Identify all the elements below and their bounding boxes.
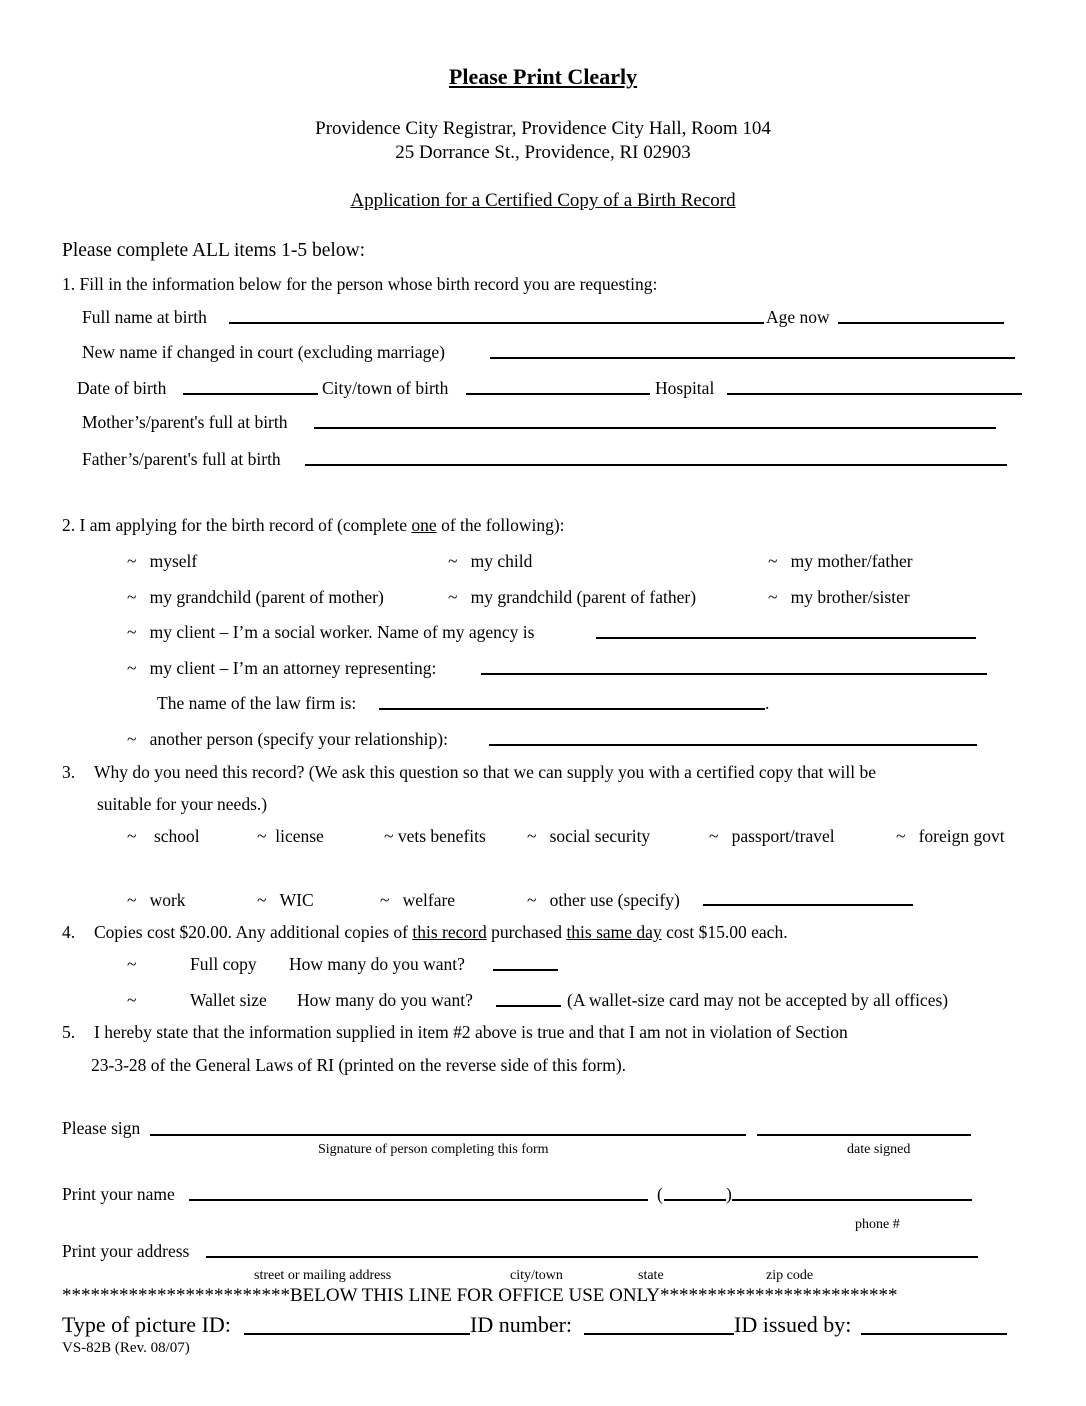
phone-paren-open: ( <box>657 1184 663 1204</box>
checkbox-tilde-icon[interactable]: ~ <box>127 551 137 571</box>
wallet-size-checkbox[interactable]: ~ <box>127 990 137 1010</box>
checkbox-tilde-icon[interactable]: ~ <box>127 658 137 678</box>
registrar-address-line1: Providence City Registrar, Providence City Hall, Room 104 <box>315 118 771 139</box>
print-name-field[interactable] <box>189 1199 648 1201</box>
new-name-field[interactable] <box>490 357 1015 359</box>
relationship-field[interactable] <box>489 744 977 746</box>
option-label: my client – I’m a social worker. Name of my agency is <box>149 622 535 642</box>
reason-label: passport/travel <box>731 826 835 846</box>
option-label: my grandchild (parent of father) <box>470 587 697 607</box>
full-copy-checkbox[interactable]: ~ <box>127 954 137 974</box>
mother-name-label: Mother’s/parent's full at birth <box>82 412 288 432</box>
checkbox-tilde-icon[interactable]: ~ <box>527 826 537 846</box>
section1-heading: 1. Fill in the information below for the person whose birth record you are requesting: <box>62 274 658 294</box>
phone-number-field[interactable] <box>732 1199 972 1201</box>
checkbox-tilde-icon[interactable]: ~ <box>384 826 394 846</box>
father-name-label: Father’s/parent's full at birth <box>82 449 281 469</box>
id-issued-by-field[interactable] <box>861 1333 1007 1335</box>
reason-label: license <box>275 826 324 846</box>
reason-label: WIC <box>279 890 314 910</box>
office-use-banner: ************************BELOW THIS LINE FOR OFFICE USE ONLY************************* <box>62 1285 898 1306</box>
option-myself[interactable] <box>127 551 197 571</box>
address-caption-city: city/town <box>510 1268 563 1283</box>
reason-school[interactable] <box>127 826 200 846</box>
reason-label: other use (specify) <box>549 890 680 910</box>
print-name-label: Print your name <box>62 1184 175 1204</box>
new-name-label: New name if changed in court (excluding marriage) <box>82 342 445 362</box>
picture-id-label: Type of picture ID: <box>62 1312 231 1337</box>
reason-label: work <box>149 890 186 910</box>
cost-text: purchased <box>486 922 567 942</box>
option-label: my child <box>470 551 533 571</box>
option-grandchild-mother[interactable] <box>127 587 384 607</box>
reason-label: vets benefits <box>397 826 486 846</box>
checkbox-tilde-icon[interactable]: ~ <box>257 826 267 846</box>
cost-text: Copies cost $20.00. Any additional copies of <box>94 922 413 942</box>
city-of-birth-label: City/town of birth <box>322 378 449 398</box>
form-title <box>0 190 1086 212</box>
attestation-line1: I hereby state that the information supplied in item #2 above is true and that I am not in violation of Section <box>94 1022 848 1042</box>
section3-question-cont: suitable for your needs.) <box>97 794 268 814</box>
agency-name-field[interactable] <box>596 637 976 639</box>
option-label: my mother/father <box>790 551 913 571</box>
cost-text: cost $15.00 each. <box>661 922 788 942</box>
section5-number: 5. <box>62 1022 76 1042</box>
checkbox-tilde-icon[interactable]: ~ <box>896 826 906 846</box>
checkbox-tilde-icon[interactable]: ~ <box>127 826 137 846</box>
option-my-child[interactable] <box>448 551 532 571</box>
wallet-how-many: How many do you want? <box>297 990 473 1010</box>
instructions: Please complete ALL items 1-5 below: <box>62 240 366 261</box>
hospital-field[interactable] <box>727 393 1022 395</box>
mother-name-field[interactable] <box>314 427 996 429</box>
phone-caption: phone # <box>855 1217 900 1232</box>
law-firm-label: The name of the law firm is: <box>157 693 357 713</box>
picture-id-field[interactable] <box>244 1333 470 1335</box>
cost-emphasis: this record <box>412 922 487 942</box>
wallet-quantity-field[interactable] <box>496 1005 561 1007</box>
cost-emphasis: this same day <box>566 922 662 942</box>
option-label: my brother/sister <box>790 587 910 607</box>
dob-label: Date of birth <box>77 378 167 398</box>
father-name-field[interactable] <box>305 464 1007 466</box>
heading-text: of the following): <box>436 515 565 535</box>
heading-text: 2. I am applying for the birth record of (complete <box>62 515 412 535</box>
reason-license[interactable] <box>257 826 324 846</box>
section2-heading <box>62 515 565 535</box>
checkbox-tilde-icon[interactable]: ~ <box>380 890 390 910</box>
date-signed-caption: date signed <box>847 1142 911 1157</box>
option-label: myself <box>149 551 198 571</box>
reason-social-security[interactable] <box>527 826 650 846</box>
city-of-birth-field[interactable] <box>466 393 650 395</box>
checkbox-tilde-icon[interactable]: ~ <box>448 587 458 607</box>
reason-wic[interactable] <box>257 890 314 910</box>
option-social-worker[interactable] <box>127 622 534 642</box>
wallet-size-label: Wallet size <box>190 990 267 1010</box>
phone-area-code-field[interactable] <box>664 1199 726 1201</box>
reason-label: welfare <box>402 890 456 910</box>
other-use-field[interactable] <box>703 904 913 906</box>
age-field[interactable] <box>838 322 1004 324</box>
checkbox-tilde-icon[interactable]: ~ <box>127 622 137 642</box>
reason-label: school <box>153 826 200 846</box>
option-label: my grandchild (parent of mother) <box>149 587 384 607</box>
reason-other-use[interactable] <box>527 890 680 910</box>
reason-welfare[interactable] <box>380 890 455 910</box>
full-copy-quantity-field[interactable] <box>493 969 558 971</box>
option-another-person[interactable] <box>127 729 448 749</box>
reason-foreign-govt[interactable] <box>896 826 1005 846</box>
reason-vets-benefits[interactable] <box>384 826 486 846</box>
law-firm-field[interactable] <box>379 708 765 710</box>
checkbox-tilde-icon[interactable]: ~ <box>768 551 778 571</box>
print-address-label: Print your address <box>62 1241 190 1261</box>
checkbox-tilde-icon[interactable]: ~ <box>448 551 458 571</box>
checkbox-tilde-icon[interactable]: ~ <box>527 890 537 910</box>
wallet-note: (A wallet-size card may not be accepted by all offices) <box>567 990 949 1010</box>
phone-paren-close: ) <box>726 1184 732 1204</box>
section3-question: Why do you need this record? (We ask this question so that we can supply you with a certified copy that will be <box>94 762 877 782</box>
checkbox-tilde-icon[interactable]: ~ <box>709 826 719 846</box>
attorney-representing-field[interactable] <box>481 673 987 675</box>
full-copy-label: Full copy <box>190 954 257 974</box>
form-title-text: Application for a Certified Copy of a Birth Record <box>350 190 736 211</box>
checkbox-tilde-icon[interactable]: ~ <box>127 587 137 607</box>
id-number-field[interactable] <box>584 1333 734 1335</box>
title-text: Please Print Clearly <box>448 64 638 89</box>
full-name-field[interactable] <box>229 322 764 324</box>
signature-caption: Signature of person completing this form <box>318 1142 549 1157</box>
reason-work[interactable] <box>127 890 186 910</box>
section4-number: 4. <box>62 922 76 942</box>
checkbox-tilde-icon[interactable]: ~ <box>127 729 137 749</box>
hospital-label: Hospital <box>655 378 715 398</box>
id-number-label: ID number: <box>470 1312 573 1337</box>
address-field[interactable] <box>206 1256 978 1258</box>
reason-passport-travel[interactable] <box>709 826 835 846</box>
age-label: Age now <box>766 307 830 327</box>
copies-cost-text <box>94 922 788 942</box>
dob-field[interactable] <box>183 393 318 395</box>
reason-label: foreign govt <box>918 826 1005 846</box>
law-firm-period: . <box>765 693 770 713</box>
attestation-line2: 23-3-28 of the General Laws of RI (printed on the reverse side of this form). <box>91 1055 627 1075</box>
heading-emphasis: one <box>411 515 437 535</box>
full-name-label: Full name at birth <box>82 307 207 327</box>
option-label: my client – I’m an attorney representing: <box>149 658 437 678</box>
checkbox-tilde-icon[interactable]: ~ <box>768 587 778 607</box>
address-caption-state: state <box>638 1268 664 1283</box>
sign-label: Please sign <box>62 1118 141 1138</box>
form-code: VS-82B (Rev. 08/07) <box>62 1340 190 1356</box>
option-grandchild-father[interactable] <box>448 587 696 607</box>
reason-label: social security <box>549 826 651 846</box>
page-title <box>0 64 1086 90</box>
option-mother-father[interactable] <box>768 551 913 571</box>
option-label: another person (specify your relationship): <box>149 729 448 749</box>
checkbox-tilde-icon[interactable]: ~ <box>127 890 137 910</box>
signature-field[interactable] <box>150 1134 746 1136</box>
section3-number: 3. <box>62 762 76 782</box>
address-caption-street: street or mailing address <box>254 1268 392 1283</box>
registrar-address-line2: 25 Dorrance St., Providence, RI 02903 <box>395 142 691 163</box>
option-brother-sister[interactable] <box>768 587 910 607</box>
full-copy-how-many: How many do you want? <box>289 954 465 974</box>
checkbox-tilde-icon[interactable]: ~ <box>257 890 267 910</box>
option-attorney[interactable] <box>127 658 436 678</box>
address-caption-zip: zip code <box>766 1268 814 1283</box>
date-signed-field[interactable] <box>757 1134 971 1136</box>
id-issued-by-label: ID issued by: <box>734 1312 852 1337</box>
